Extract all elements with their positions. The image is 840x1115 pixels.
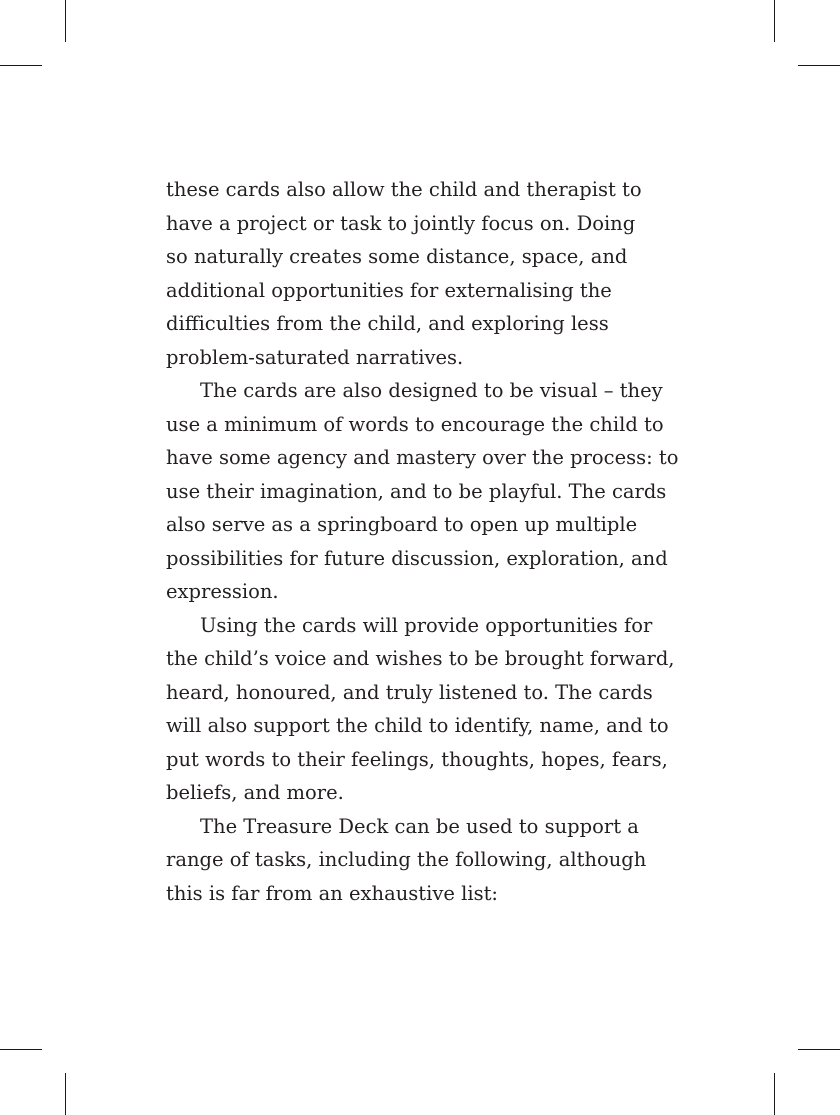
crop-mark-bottom-left-horizontal: [0, 1049, 42, 1050]
text-line: additional opportunities for externalising the: [166, 278, 612, 302]
text-line: heard, honoured, and truly listened to. The cards: [166, 680, 653, 704]
text-line: problem-saturated narratives.: [166, 345, 464, 369]
text-line: The Treasure Deck can be used to support a: [200, 814, 639, 838]
text-line: will also support the child to identify, name, and to: [166, 714, 669, 737]
crop-mark-top-right-horizontal: [798, 65, 840, 66]
text-line: difficulties from the child, and exploring less: [166, 312, 609, 335]
text-line: Using the cards will provide opportunities for: [200, 613, 653, 637]
text-line: put words to their feelings, thoughts, hopes, fears,: [166, 747, 668, 771]
crop-mark-top-left-vertical: [65, 0, 66, 42]
text-line: have some agency and mastery over the process: to: [166, 446, 679, 469]
paragraph-1: [166, 173, 686, 374]
text-line: use a minimum of words to encourage the child to: [166, 412, 664, 436]
text-line: this is far from an exhaustive list:: [166, 881, 498, 905]
crop-mark-top-right-vertical: [774, 0, 775, 42]
paragraph-4: [166, 810, 686, 911]
text-line: beliefs, and more.: [166, 781, 344, 804]
text-line: have a project or task to jointly focus on. Doing: [166, 211, 636, 235]
text-line: so naturally creates some distance, space, and: [166, 245, 628, 268]
text-line: the child’s voice and wishes to be brought forward,: [166, 647, 675, 670]
crop-mark-top-left-horizontal: [0, 65, 42, 66]
paragraph-2: [166, 374, 686, 609]
text-line: also serve as a springboard to open up multiple: [166, 513, 638, 536]
text-line: these cards also allow the child and therapist to: [166, 178, 642, 201]
crop-mark-bottom-right-horizontal: [798, 1049, 840, 1050]
text-line: use their imagination, and to be playful. The cards: [166, 479, 667, 503]
crop-mark-bottom-left-vertical: [65, 1073, 66, 1115]
paragraph-3: [166, 609, 686, 810]
crop-mark-bottom-right-vertical: [774, 1073, 775, 1115]
body-text: [166, 173, 686, 910]
text-line: possibilities for future discussion, exploration, and: [166, 546, 668, 570]
text-line: expression.: [166, 580, 279, 603]
text-line: The cards are also designed to be visual – they: [200, 379, 663, 402]
text-line: range of tasks, including the following, although: [166, 848, 647, 871]
